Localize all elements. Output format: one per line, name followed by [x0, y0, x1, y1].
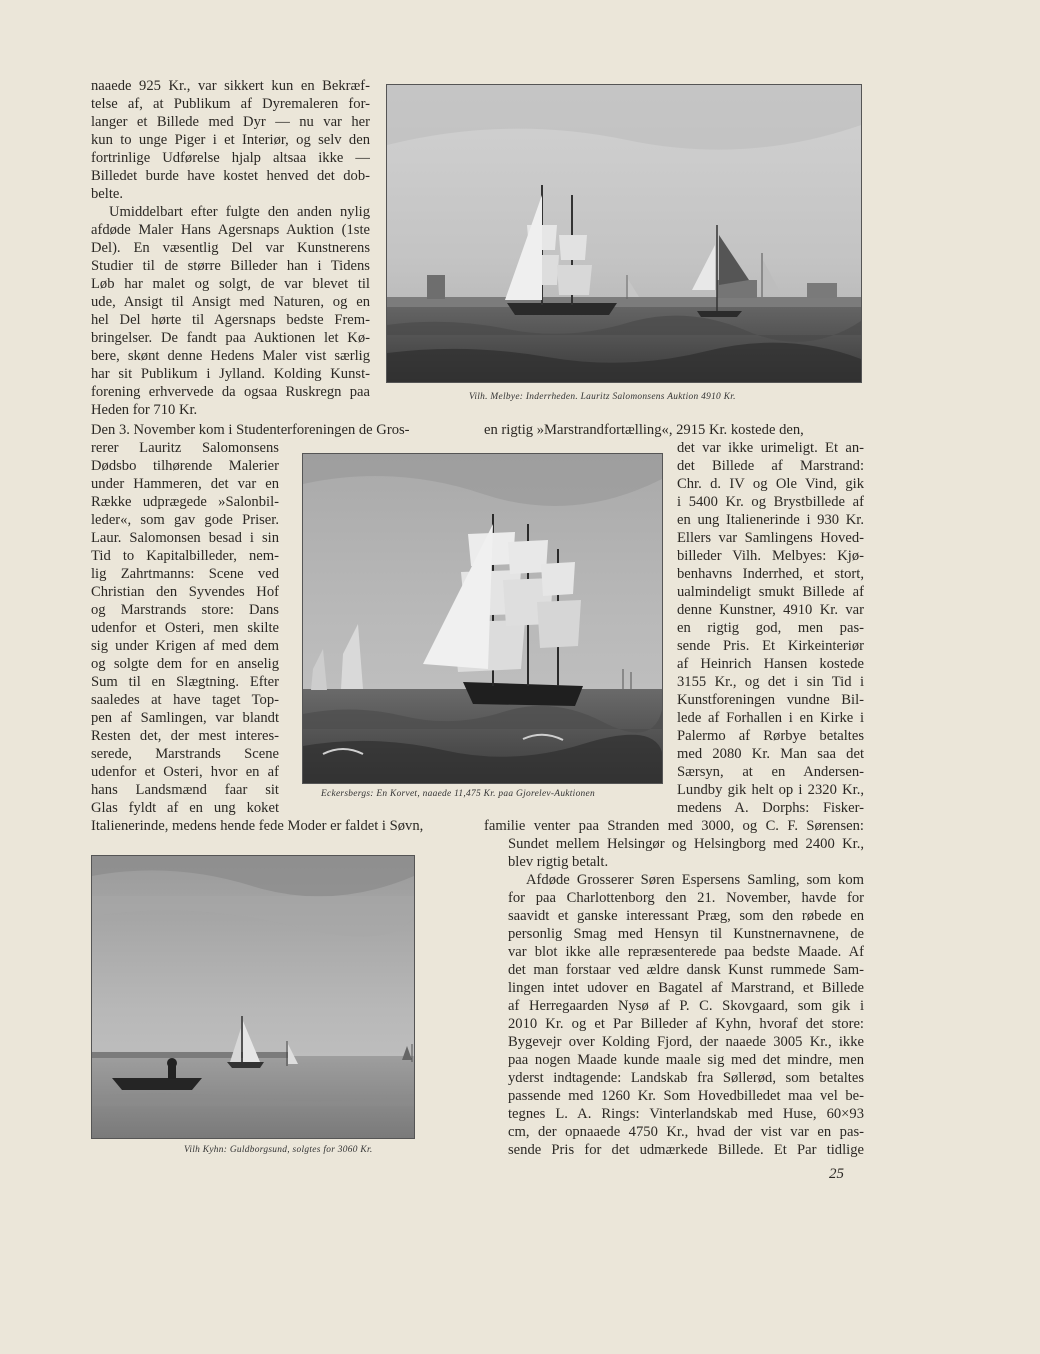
- text-line: medens A. Dorphs: Fisker-: [677, 800, 864, 816]
- text-line: Italienerinde, medens hende fede Moder er faldet i Søvn,: [91, 818, 424, 834]
- text-line: det Billede af Marstrand:: [677, 458, 864, 474]
- text-line: forening erhvervede da ogsaa Ruskregn paa: [91, 384, 370, 400]
- text-line: cm, der opnaaede 4750 Kr., hvad der vist var en pas-: [508, 1124, 864, 1140]
- text-line: Tid to Kapitalbilleder, nem-: [91, 548, 279, 564]
- caption-melbye: Vilh. Melbye: Inderrheden. Lauritz Salomonsens Auktion 4910 Kr.: [469, 392, 736, 402]
- text-line: Sundet mellem Helsingør og Helsingborg med 2400 Kr.,: [508, 836, 864, 852]
- text-line: belte.: [91, 186, 124, 202]
- text-line: saaledes at have taget Top-: [91, 692, 279, 708]
- text-line: for paa Charlottenborg den 21. November, havde for: [508, 890, 864, 906]
- text-line: udenfor et Osteri, men skilte: [91, 620, 279, 636]
- text-line: Glas fyldt af en ung koket: [91, 800, 279, 816]
- text-line: det var ikke urimeligt. Et an-: [677, 440, 864, 456]
- text-line: Løb har malet og solgt, de var blevet til: [91, 276, 370, 292]
- text-line: leder«, som gav gode Priser.: [91, 512, 279, 528]
- text-line: paa nogen Maade kunde maale sig med det mindre, men: [508, 1052, 864, 1068]
- text-line: Del). En væsentlig Del var Kunstnerens: [91, 240, 370, 256]
- text-line: Palermo af Rørbye betaltes: [677, 728, 864, 744]
- text-line: Den 3. November kom i Studenterforeningen de Gros-: [91, 422, 410, 438]
- text-line: Christian den Syvendes Hof: [91, 584, 279, 600]
- text-line: Bygevejr over Kolding Fjord, der naaede 3005 Kr., ikke: [508, 1034, 864, 1050]
- text-line: Afdøde Grosserer Søren Espersens Samling, som kom: [526, 872, 864, 888]
- text-line: Studier til de større Billeder han i Tidens: [91, 258, 370, 274]
- text-line: en rigtig »Marstrandfortælling«, 2915 Kr. kostede den,: [484, 422, 804, 438]
- text-line: af Heinrich Hansen kostede: [677, 656, 864, 672]
- text-line: yderst indtagende: Landskab fra Søllerød, som betaltes: [508, 1070, 864, 1086]
- text-line: af Herregaarden Nysø af P. C. Skovgaard, som gik i: [508, 998, 864, 1014]
- text-line: benhavns Inderrhed, et stort,: [677, 566, 864, 582]
- kyhn-guldborgsund-painting: [91, 855, 415, 1139]
- text-line: Dødsbo tilhørende Malerier: [91, 458, 279, 474]
- text-line: rerer Lauritz Salomonsens: [91, 440, 279, 456]
- text-line: tegnes L. A. Rings: Vinterlandskab med Huse, 60×93: [508, 1106, 864, 1122]
- text-line: i 5400 Kr. og Brystbillede af: [677, 494, 864, 510]
- text-line: var blot ikke alle repræsenterede paa bedste Maade. Af: [508, 944, 864, 960]
- text-line: Chr. d. IV og Ole Vind, gik: [677, 476, 864, 492]
- text-line: hans Landsmænd faar sit: [91, 782, 279, 798]
- text-line: sig under Krigen af med dem: [91, 638, 279, 654]
- text-line: bere, skønt denne Hedens Maler vist særlig: [91, 348, 370, 364]
- text-line: Sum til en Slægtning. Efter: [91, 674, 279, 690]
- text-line: med 2080 Kr. Man saa det: [677, 746, 864, 762]
- text-line: det man forstaar ved ældre dansk Kunst rummede Sam-: [508, 962, 864, 978]
- text-line: ude, Ansigt til Ansigt med Naturen, og en: [91, 294, 370, 310]
- text-line: Række udprægede »Salonbil-: [91, 494, 279, 510]
- text-line: serede, Marstrands Scene: [91, 746, 279, 762]
- text-line: sende Pris. Et Kirkeinteriør: [677, 638, 864, 654]
- text-line: passende med 1260 Kr. Som Hovedbilledet maa vel be-: [508, 1088, 864, 1104]
- text-line: naaede 925 Kr., var sikkert kun en Bekræf-: [91, 78, 370, 94]
- text-line: har sit Publikum i Jylland. Kolding Kunst-: [91, 366, 370, 382]
- text-line: og Marstrands store: Dans: [91, 602, 279, 618]
- text-line: langer et Billede med Dyr — nu var her: [91, 114, 370, 130]
- text-line: hel Del hørte til Agersnaps bedste Frem-: [91, 312, 370, 328]
- text-line: kun to unge Piger i et Interiør, og selv den: [91, 132, 370, 148]
- text-line: ualmindeligt smukt Billede af: [677, 584, 864, 600]
- text-line: Billedet burde have kostet henved det dob-: [91, 168, 370, 184]
- text-line: billeder Vilh. Melbyes: Kjø-: [677, 548, 864, 564]
- eckersberg-corvette-painting: [302, 453, 663, 784]
- text-line: bringelser. De fandt paa Auktionen let Kø-: [91, 330, 370, 346]
- text-line: Særsyn, at en Andersen-: [677, 764, 864, 780]
- text-line: Lundby gik helt op i 2320 Kr.,: [677, 782, 864, 798]
- text-line: 2010 Kr. og et Par Billeder af Kyhn, hvoraf det store:: [508, 1016, 864, 1032]
- text-line: under Hammeren, det var en: [91, 476, 279, 492]
- text-line: Kunstforeningen vundne Bil-: [677, 692, 864, 708]
- text-line: lig Zahrtmanns: Scene ved: [91, 566, 279, 582]
- text-line: en rigtig god, men pas-: [677, 620, 864, 636]
- text-line: lede af Forhallen i en Kirke i: [677, 710, 864, 726]
- text-line: og solgte dem for en anselig: [91, 656, 279, 672]
- text-line: Ellers var Samlingens Hoved-: [677, 530, 864, 546]
- text-line: denne Kunstner, 4910 Kr. var: [677, 602, 864, 618]
- text-line: fortrinlige Udførelse hjalp altsaa ikke —: [91, 150, 370, 166]
- text-line: Resten det, der mest interes-: [91, 728, 279, 744]
- caption-kyhn: Vilh Kyhn: Guldborgsund, solgtes for 3060 Kr.: [184, 1145, 373, 1155]
- text-line: personlig Smag med Hensyn til Kunstnernavnene, de: [508, 926, 864, 942]
- text-line: sende Pris for det udmærkede Billede. Et Par tidlige: [508, 1142, 864, 1158]
- text-line: 3155 Kr., og det i sin Tid i: [677, 674, 864, 690]
- text-line: pen af Samlingen, var blandt: [91, 710, 279, 726]
- text-line: telse af, at Publikum af Dyremaleren for-: [91, 96, 370, 112]
- caption-eckersberg: Eckersbergs: En Korvet, naaede 11,475 Kr. paa Gjorelev-Auktionen: [321, 789, 595, 799]
- text-line: lingen intet udover en Bagatel af Marstrand, et Billede: [508, 980, 864, 996]
- text-line: blev rigtig betalt.: [508, 854, 609, 870]
- text-line: familie venter paa Stranden med 3000, og C. F. Sørensen:: [484, 818, 864, 834]
- text-line: afdøde Maler Hans Agersnaps Auktion (1ste: [91, 222, 370, 238]
- text-line: Umiddelbart efter fulgte den anden nylig: [109, 204, 370, 220]
- text-line: saavidt et ganske interessant Præg, som den røbede en: [508, 908, 864, 924]
- melbye-harbour-painting: [386, 84, 862, 383]
- page-number: 25: [829, 1166, 844, 1182]
- text-line: Heden for 710 Kr.: [91, 402, 198, 418]
- text-line: udenfor et Osteri, hvor en af: [91, 764, 279, 780]
- text-line: Laur. Salomonsen besad i sin: [91, 530, 279, 546]
- text-line: en ung Italienerinde i 930 Kr.: [677, 512, 864, 528]
